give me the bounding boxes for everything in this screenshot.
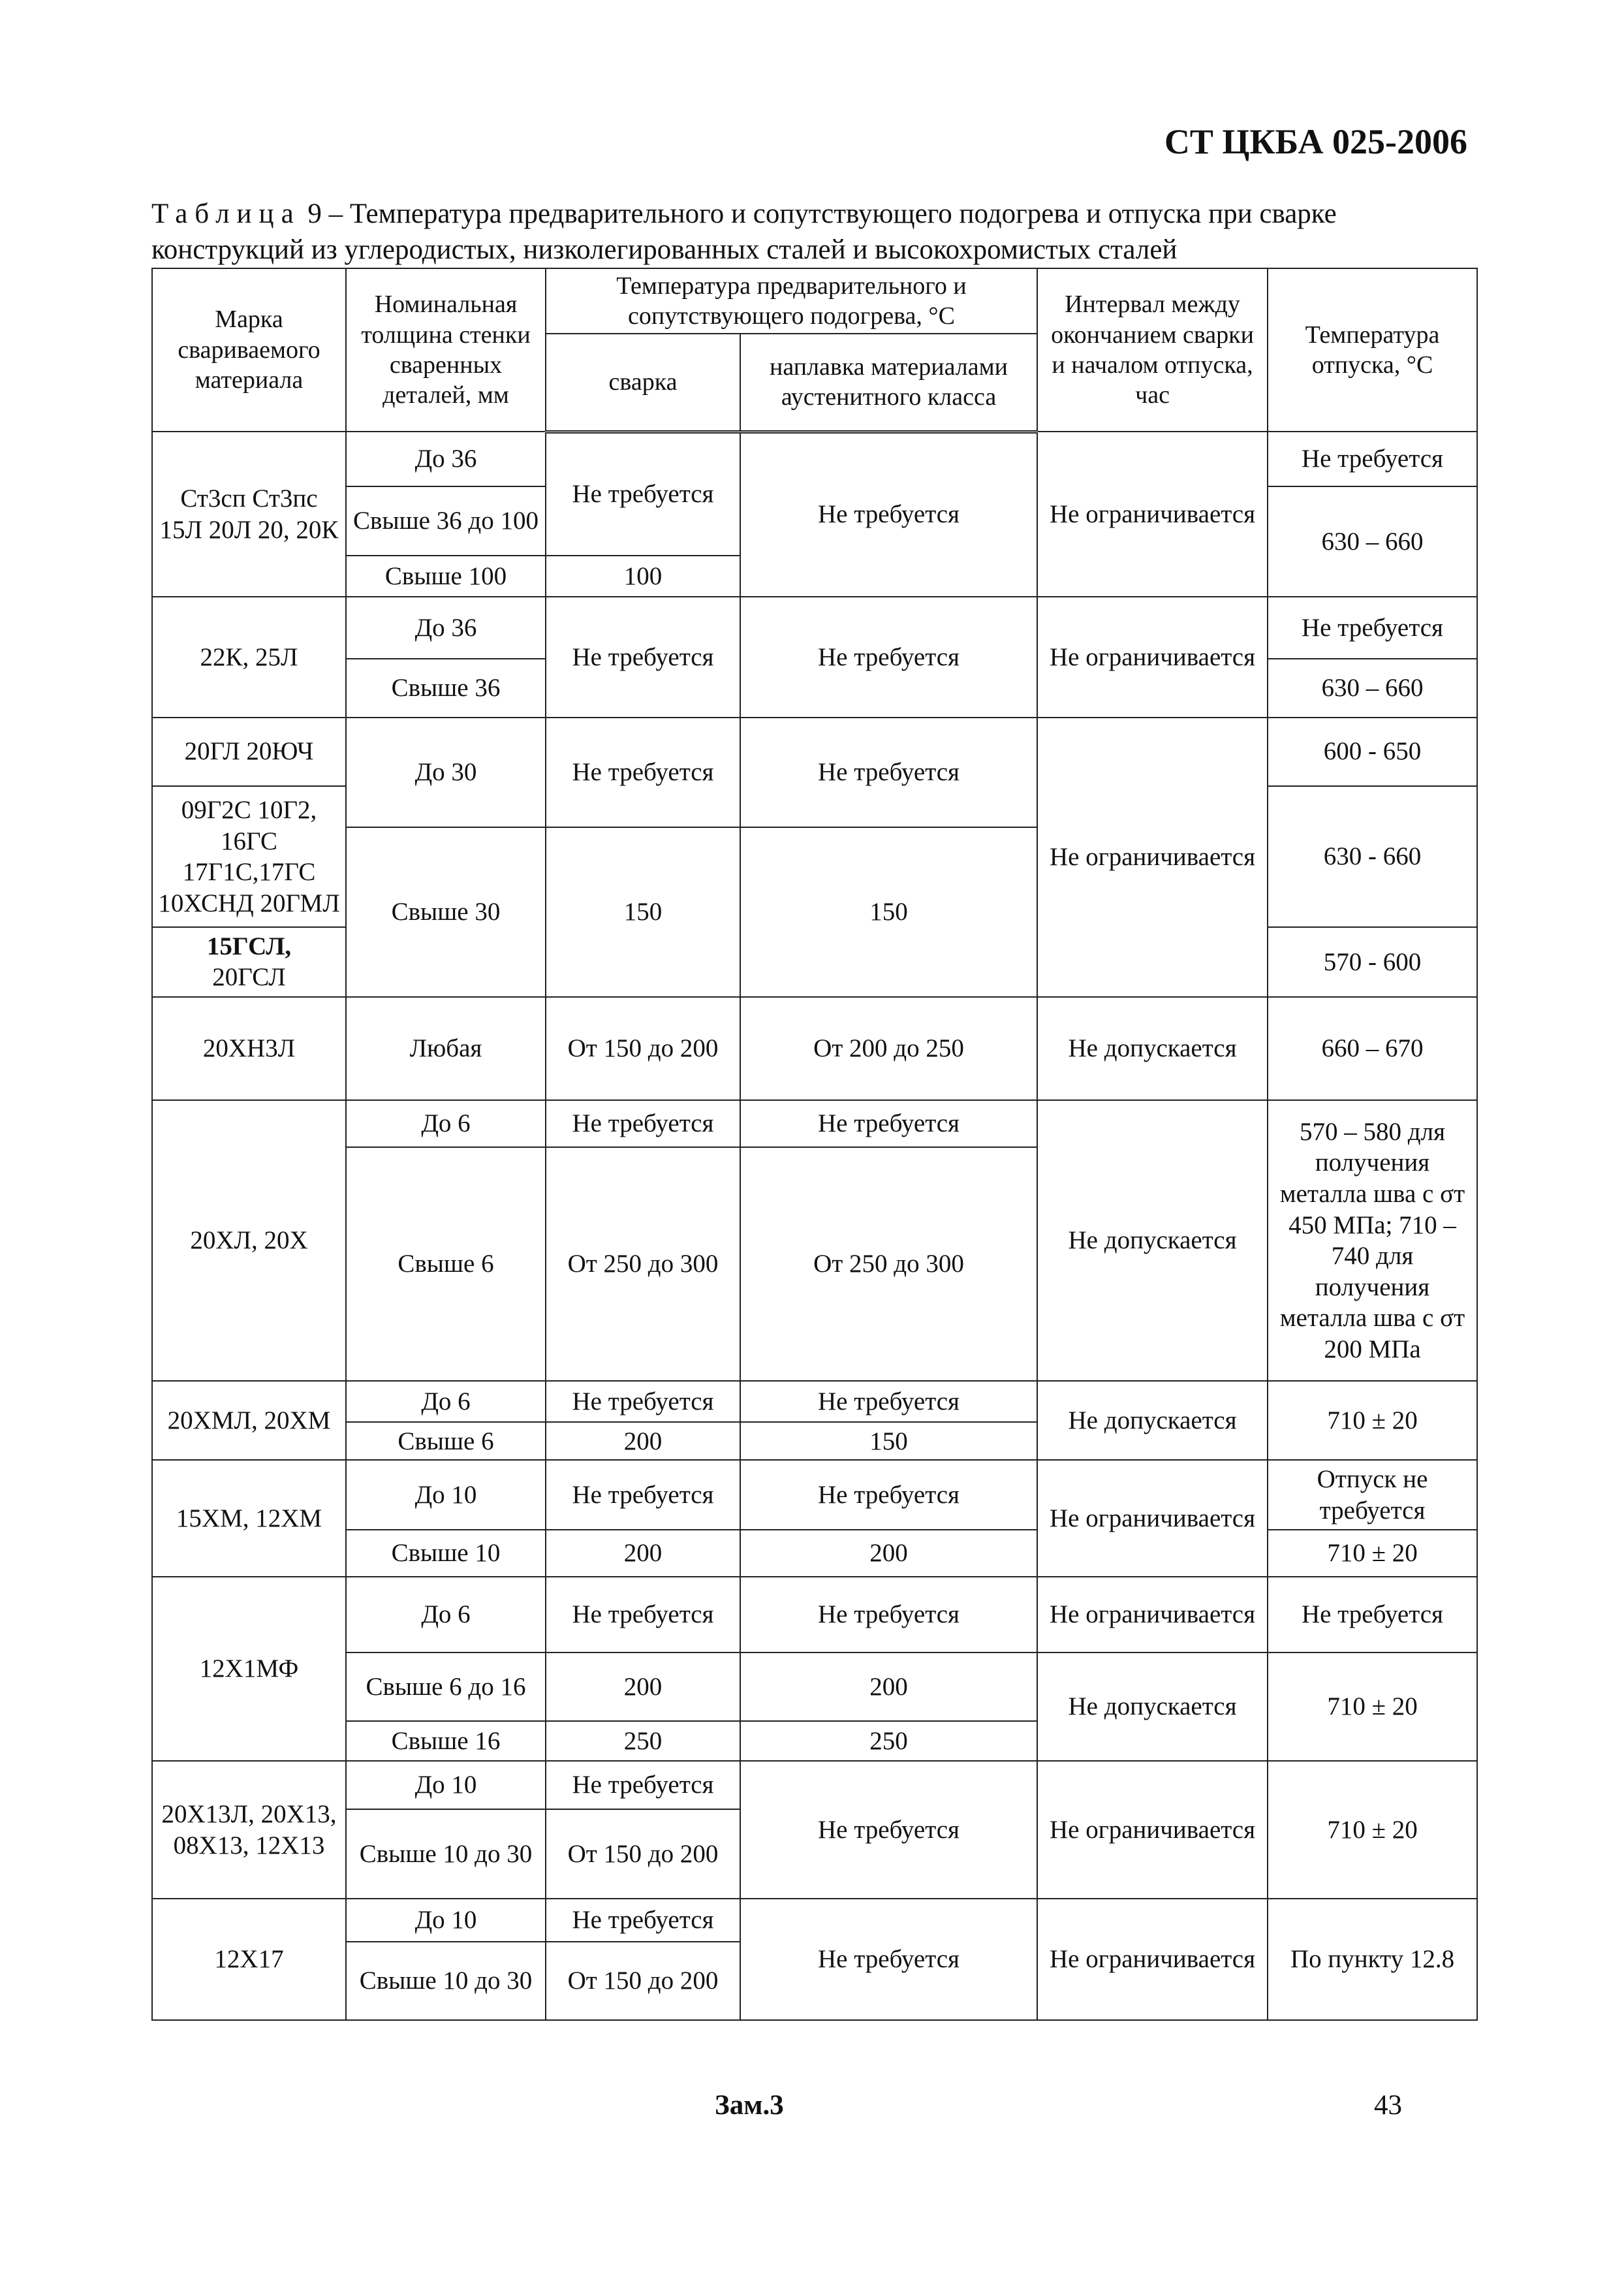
- thickness-cell: Свыше 36: [346, 659, 546, 718]
- interval-cell: Не ограничивается: [1037, 1577, 1268, 1653]
- table-row: [152, 597, 1477, 659]
- cladding-cell: Не требуется: [740, 1899, 1037, 2020]
- cladding-cell: Не требуется: [740, 597, 1037, 718]
- table-row: [152, 1381, 1477, 1422]
- thickness-cell: Свыше 30: [346, 827, 546, 997]
- table-row: [152, 1460, 1477, 1530]
- cladding-cell: Не требуется: [740, 1100, 1037, 1147]
- header-preheat: Температура предварительного и сопутствующего подогрева, °С: [546, 268, 1037, 334]
- grade-cell: 20ХЛ, 20Х: [152, 1100, 346, 1381]
- thickness-cell: До 6: [346, 1381, 546, 1422]
- grade-cell: 22К, 25Л: [152, 597, 346, 718]
- cladding-cell: 200: [740, 1653, 1037, 1721]
- page-number: 43: [1374, 2090, 1402, 2121]
- grade-bold: 15ГСЛ,: [206, 932, 292, 960]
- interval-cell: Не ограничивается: [1037, 1761, 1268, 1899]
- table-row: [152, 1653, 1477, 1721]
- interval-cell: Не допускается: [1037, 1100, 1268, 1381]
- grade-cell: Ст3сп Ст3пс 15Л 20Л 20, 20К: [152, 432, 346, 597]
- header-cladding: наплавка материалами аустенитного класса: [740, 334, 1037, 432]
- cladding-cell: 200: [740, 1530, 1037, 1577]
- interval-cell: Не допускается: [1037, 1653, 1268, 1762]
- welding-cell: 250: [546, 1721, 740, 1761]
- table-row: [152, 718, 1477, 786]
- thickness-cell: Свыше 10 до 30: [346, 1809, 546, 1899]
- table-row: [152, 997, 1477, 1100]
- tempering-cell: 710 ± 20: [1268, 1530, 1477, 1577]
- welding-cell: От 150 до 200: [546, 997, 740, 1100]
- cladding-cell: Не требуется: [740, 718, 1037, 828]
- tempering-cell: 570 – 580 для получения металла шва с σт 450 МПа; 710 – 740 для получения металла шва с σт 200 МПа: [1268, 1100, 1477, 1381]
- interval-cell: Не допускается: [1037, 997, 1268, 1100]
- thickness-cell: Свыше 10: [346, 1530, 546, 1577]
- amendment-label: Зам.3: [715, 2090, 784, 2121]
- welding-cell: От 150 до 200: [546, 1809, 740, 1899]
- tempering-cell: 630 - 660: [1268, 786, 1477, 927]
- interval-cell: Не ограничивается: [1037, 1899, 1268, 2020]
- document-code: СТ ЦКБА 025-2006: [1164, 122, 1467, 161]
- cladding-cell: Не требуется: [740, 432, 1037, 597]
- table-row: [152, 1761, 1477, 1809]
- tempering-cell: По пункту 12.8: [1268, 1899, 1477, 2020]
- header-interval: Интервал между окончанием сварки и началом отпуска, час: [1037, 268, 1268, 432]
- welding-cell: 200: [546, 1653, 740, 1721]
- welding-cell: Не требуется: [546, 1100, 740, 1147]
- welding-cell: 200: [546, 1530, 740, 1577]
- interval-cell: Не ограничивается: [1037, 597, 1268, 718]
- grade-cell: 15ХМ, 12ХМ: [152, 1460, 346, 1576]
- table-row: [152, 1899, 1477, 1941]
- tempering-cell: 710 ± 20: [1268, 1653, 1477, 1762]
- table-header: [152, 268, 1477, 432]
- welding-cell: 100: [546, 556, 740, 597]
- grade-cell: 12Х17: [152, 1899, 346, 2020]
- tempering-cell: Не требуется: [1268, 1577, 1477, 1653]
- tempering-cell: Отпуск не требуется: [1268, 1460, 1477, 1530]
- cladding-cell: От 200 до 250: [740, 997, 1037, 1100]
- welding-cell: Не требуется: [546, 1761, 740, 1809]
- thickness-cell: До 30: [346, 718, 546, 828]
- thickness-cell: До 6: [346, 1577, 546, 1653]
- header-thickness: Номинальная толщина стенки сваренных деталей, мм: [346, 268, 546, 432]
- cladding-cell: 250: [740, 1721, 1037, 1761]
- tempering-cell: 710 ± 20: [1268, 1761, 1477, 1899]
- thickness-cell: Свыше 16: [346, 1721, 546, 1761]
- tempering-cell: 710 ± 20: [1268, 1381, 1477, 1460]
- welding-cell: Не требуется: [546, 432, 740, 556]
- tempering-cell: Не требуется: [1268, 432, 1477, 486]
- welding-cell: От 250 до 300: [546, 1147, 740, 1382]
- caption-text: 9 – Температура предварительного и сопутствующего подогрева и отпуска при сварке конструкций из углеродистых, низколегированных сталей и высокохромистых сталей: [151, 198, 1337, 265]
- grade-text: 20ГСЛ: [212, 963, 286, 992]
- grade-cell: 09Г2С 10Г2, 16ГС 17Г1С,17ГС 10ХСНД 20ГМЛ: [152, 786, 346, 927]
- header-grade: Марка свариваемого материала: [152, 268, 346, 432]
- cladding-cell: От 250 до 300: [740, 1147, 1037, 1382]
- grade-cell: 20ХМЛ, 20ХМ: [152, 1381, 346, 1460]
- table-caption: [151, 196, 1483, 268]
- thickness-cell: До 10: [346, 1761, 546, 1809]
- cladding-cell: Не требуется: [740, 1381, 1037, 1422]
- thickness-cell: До 10: [346, 1899, 546, 1941]
- tempering-cell: 660 – 670: [1268, 997, 1477, 1100]
- table-row: [152, 1577, 1477, 1653]
- welding-cell: Не требуется: [546, 1460, 740, 1530]
- interval-cell: Не ограничивается: [1037, 432, 1268, 597]
- thickness-cell: Свыше 6 до 16: [346, 1653, 546, 1721]
- interval-cell: Не ограничивается: [1037, 718, 1268, 997]
- tempering-cell: 630 – 660: [1268, 486, 1477, 597]
- interval-cell: Не допускается: [1037, 1381, 1268, 1460]
- tempering-cell: 600 - 650: [1268, 718, 1477, 786]
- grade-cell: 20ГЛ 20ЮЧ: [152, 718, 346, 786]
- welding-cell: Не требуется: [546, 1381, 740, 1422]
- tempering-cell: Не требуется: [1268, 597, 1477, 659]
- welding-cell: От 150 до 200: [546, 1942, 740, 2020]
- thickness-cell: Свыше 6: [346, 1422, 546, 1460]
- interval-cell: Не ограничивается: [1037, 1460, 1268, 1576]
- thickness-cell: Свыше 100: [346, 556, 546, 597]
- tempering-cell: 570 - 600: [1268, 927, 1477, 997]
- thickness-cell: До 6: [346, 1100, 546, 1147]
- header-welding: сварка: [546, 334, 740, 432]
- header-tempering: Температура отпуска, °С: [1268, 268, 1477, 432]
- thickness-cell: До 36: [346, 432, 546, 486]
- cladding-cell: Не требуется: [740, 1460, 1037, 1530]
- thickness-cell: Свыше 10 до 30: [346, 1942, 546, 2020]
- thickness-cell: Любая: [346, 997, 546, 1100]
- thickness-cell: Свыше 6: [346, 1147, 546, 1382]
- table-row: [152, 432, 1477, 486]
- welding-cell: Не требуется: [546, 718, 740, 828]
- cladding-cell: Не требуется: [740, 1761, 1037, 1899]
- welding-cell: Не требуется: [546, 1899, 740, 1941]
- grade-cell: [152, 927, 346, 997]
- grade-cell: 20ХН3Л: [152, 997, 346, 1100]
- welding-cell: Не требуется: [546, 597, 740, 718]
- grade-cell: 12Х1МФ: [152, 1577, 346, 1762]
- cladding-cell: Не требуется: [740, 1577, 1037, 1653]
- table-row: [152, 1530, 1477, 1577]
- thickness-cell: До 10: [346, 1460, 546, 1530]
- cladding-cell: 150: [740, 827, 1037, 997]
- caption-label: Таблица: [151, 198, 301, 229]
- thickness-cell: До 36: [346, 597, 546, 659]
- welding-cell: Не требуется: [546, 1577, 740, 1653]
- table-row: [152, 1100, 1477, 1147]
- tempering-cell: 630 – 660: [1268, 659, 1477, 718]
- cladding-cell: 150: [740, 1422, 1037, 1460]
- preheat-tempering-table: [151, 268, 1478, 2021]
- welding-cell: 200: [546, 1422, 740, 1460]
- welding-cell: 150: [546, 827, 740, 997]
- thickness-cell: Свыше 36 до 100: [346, 486, 546, 555]
- grade-cell: 20Х13Л, 20Х13, 08Х13, 12Х13: [152, 1761, 346, 1899]
